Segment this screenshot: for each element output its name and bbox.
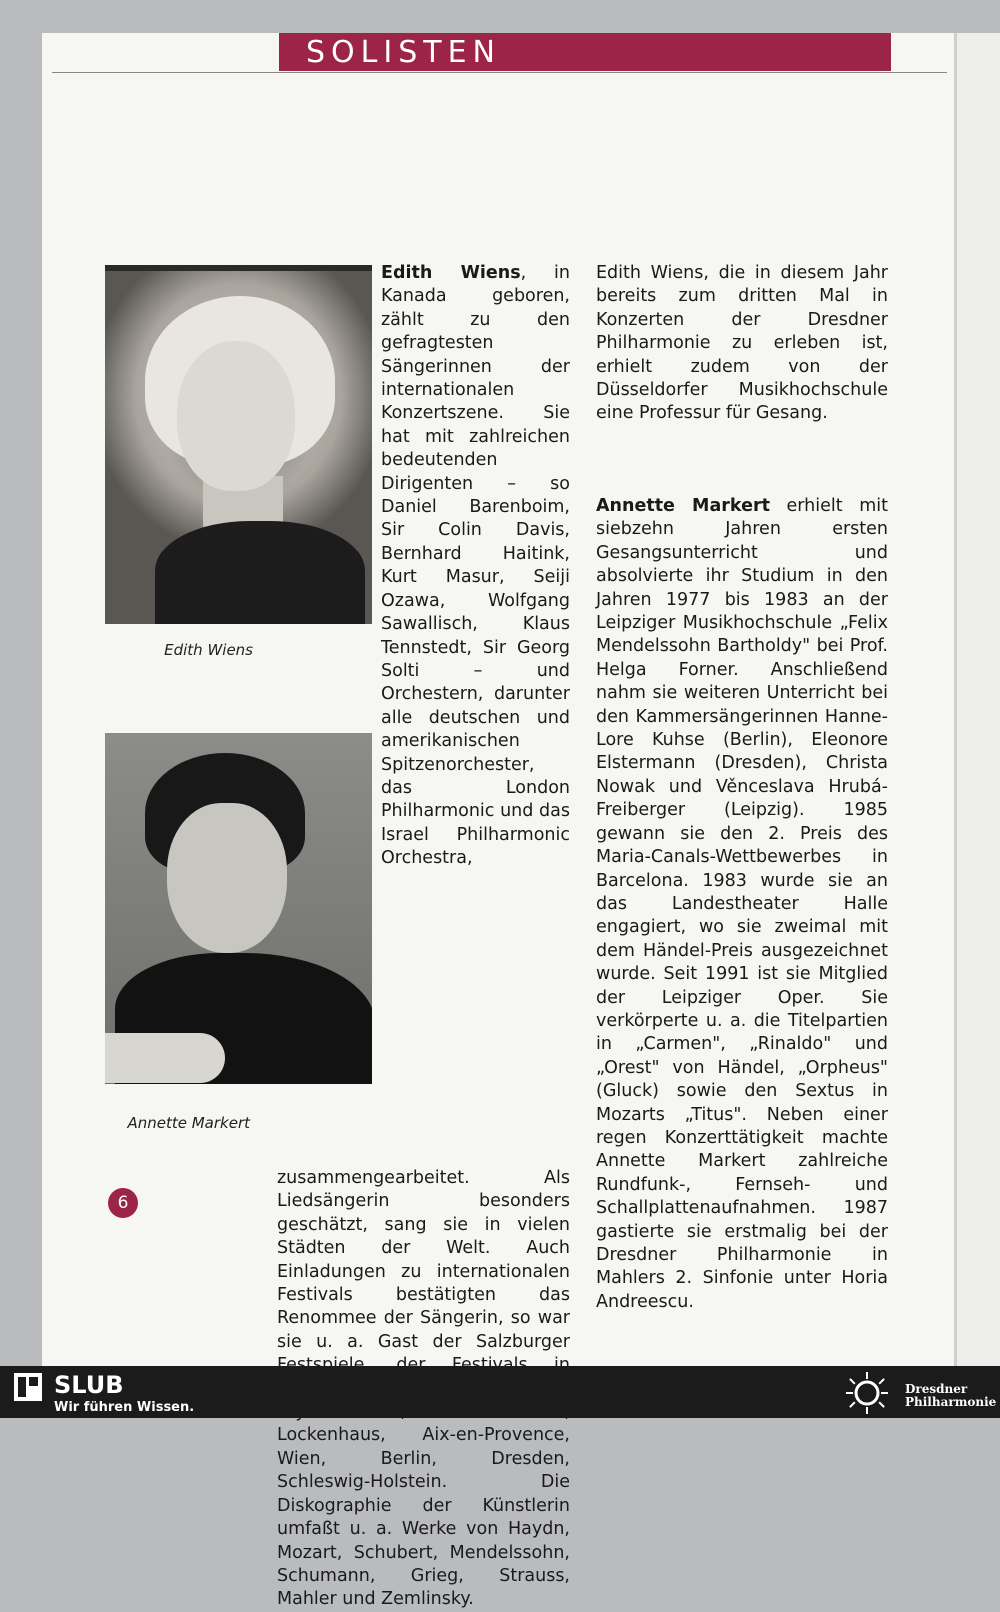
philharmonie-name-line2: Philharmonie <box>905 1395 997 1409</box>
section-title: SOLISTEN <box>306 35 501 70</box>
header-rule <box>52 72 947 73</box>
adjacent-page-edge <box>954 33 1000 1366</box>
bio-text-edith-wiens-continued: Edith Wiens, die in diesem Jahr bereits zum dritten Mal in Konzerten der Dresdner Philharmonie zu erleben ist, erhielt zudem von der Düsseldorfer Musikhochschule eine Professur für Gesang. <box>596 263 888 424</box>
philharmonie-logo-icon <box>842 1370 892 1416</box>
bio-name-annette-markert: Annette Markert <box>596 496 770 516</box>
slub-logo-icon <box>14 1373 42 1401</box>
philharmonie-name-line1: Dresdner <box>905 1382 968 1396</box>
bio-text-edith-wiens: , in Kanada geboren, zählt zu den gefragtesten Sängerinnen der internationalen Konzertszene. Sie hat mit zahlreichen bedeutenden Dirigenten – so Daniel Barenboim, Sir Colin Davis, Bernhard Haitink, Kurt Masur, Seiji Ozawa, Wolfgang Sawallisch, Klaus Tennstedt, Sir Georg Solti – und Orchestern, darunter alle deutschen und amerikanischen Spitzenorchester, das London Philharmonic und das Israel Philharmonic Orchestra, zusammengearbeitet. Als Liedsängerin besonders geschätzt, sang sie in vielen Städten der Welt. Auch Einladungen zu internationalen Festivals bestätigten das Renommee der Sängerin, so war sie u. a. Gast der Salzburger Lockenhaus, Aix-en-Provence, Wien, Berlin, Dresden, Schleswig-Holstein. Die Diskographie der Künstlerin umfaßt u. a. Werke von Haydn, Mozart, Schubert, Mendelssohn, Schumann, Grieg, Strauss, Mahler und Zemlinsky. <box>277 263 570 1610</box>
slub-name: SLUB <box>54 1371 124 1399</box>
bio-text-annette-markert: erhielt mit siebzehn Jahren ersten Gesangsunterricht und absolvierte ihr Studium in den Jahren 1977 bis 1983 an der Leipziger Musikhochschule „Felix Mendelssohn Bartholdy" bei Prof. Helga Forner. Anschließend nahm sie weiteren Unterricht bei den Kammersängerinnen Hanne-Lore Kuhse (Berlin), Eleonore Elstermann (Dresden), Christa Nowak und Věnceslava Hrubá-Freiberger (Leipzig). 1985 gewann sie den 2. Preis des Maria-Canals-Wettbewerbes in Barcelona. 1983 wurde sie an das Landestheater Halle engagiert, wo sie zweimal mit dem Händel-Preis ausgezeichnet wurde. Seit 1991 ist sie Mitglied der Leipziger Oper. Sie verkörperte u. a. die Titelpartien in „Carmen", „Rinaldo" und „Orest" von Händel, „Orpheus" (Gluck) sowie den Sextus in Mozarts „Titus". Neben einer regen Konzerttätigkeit machte Annette Markert zahlreiche Rundfunk-, Fernseh- und Schallplattenaufnahmen. 1987 gastierte sie erstmalig bei der Dresdner Philharmonie in Mahlers 2. Sinfonie unter Horia Andreescu. <box>596 496 888 1312</box>
slub-tagline: Wir führen Wissen. <box>54 1400 195 1415</box>
bio-column-edith-wiens <box>277 262 570 1610</box>
page-number: 6 <box>108 1188 138 1218</box>
bio-column-annette-markert <box>596 495 888 1314</box>
caption-annette-markert: Annette Markert <box>127 1114 250 1132</box>
philharmonie-name <box>905 1383 996 1409</box>
bio-name-edith-wiens: Edith Wiens <box>381 263 521 283</box>
bio-column-continued <box>596 262 888 426</box>
caption-edith-wiens: Edith Wiens <box>164 641 253 659</box>
